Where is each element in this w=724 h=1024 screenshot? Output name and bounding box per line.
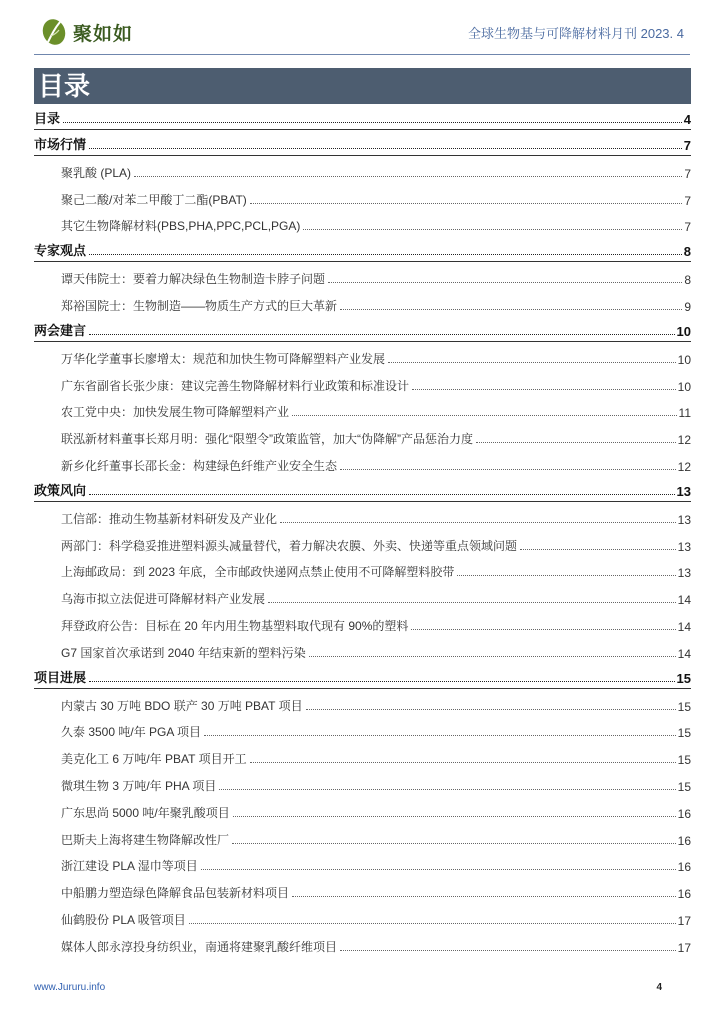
dot-leader [89,148,682,149]
toc-section-row[interactable] [34,663,691,689]
toc-page-number: 15 [677,726,691,741]
toc-item-row[interactable] [34,930,691,957]
toc-entry-label: 广东思尚 5000 吨/年聚乳酸项目 [61,805,230,820]
dot-leader [306,709,676,710]
toc-entry-label: 目录 [34,111,61,126]
toc-page-number: 12 [677,459,691,474]
footer-url[interactable]: www.Jururu.info [34,982,106,993]
dot-leader [268,602,676,603]
toc-page-number: 14 [677,646,691,661]
toc-page-number: 7 [684,166,691,181]
toc-page-number: 13 [677,566,691,581]
toc-item-row[interactable] [34,582,691,609]
toc-item-row[interactable] [34,449,691,476]
dot-leader [309,656,676,657]
toc-page-number: 16 [677,887,691,902]
dot-leader [250,762,676,763]
dot-leader [292,896,676,897]
dot-leader [233,816,676,817]
toc-page-number: 16 [677,833,691,848]
leaf-logo-icon [40,18,68,46]
toc-entry-label: 拜登政府公告：目标在 20 年内用生物基塑料取代现有 90%的塑料 [61,618,409,633]
dot-leader [134,176,682,177]
toc-page-number: 11 [678,406,691,421]
toc-entry-label: 市场行情 [34,137,87,152]
toc-page-number: 14 [677,619,691,634]
toc-item-row[interactable] [34,156,691,183]
table-of-contents [34,104,691,957]
toc-entry-label: 微琪生物 3 万吨/年 PHA 项目 [61,778,217,793]
toc-section-row[interactable] [34,104,691,130]
toc-entry-label: 万华化学董事长廖增太：规范和加快生物可降解塑料产业发展 [61,351,386,366]
toc-page-number: 10 [676,323,691,339]
toc-entry-label: 聚己二酸/对苯二甲酸丁二酯(PBAT) [61,192,247,207]
toc-page-number: 7 [684,220,691,235]
toc-page-number: 13 [677,512,691,527]
toc-page-number: 17 [677,940,691,955]
toc-item-row[interactable] [34,556,691,583]
toc-page-number: 10 [677,352,691,367]
dot-leader [292,415,677,416]
dot-leader [412,389,676,390]
dot-leader [89,334,675,335]
toc-entry-label: 其它生物降解材料(PBS,PHA,PPC,PCL,PGA) [61,219,301,234]
toc-item-row[interactable] [34,609,691,636]
toc-item-row[interactable] [34,369,691,396]
toc-entry-label: 上海邮政局：到 2023 年底，全市邮政快递网点禁止使用不可降解塑料胶带 [61,565,455,580]
toc-item-row[interactable] [34,422,691,449]
toc-item-row[interactable] [34,183,691,210]
toc-item-row[interactable] [34,823,691,850]
toc-section-row[interactable] [34,476,691,502]
toc-page-number: 10 [677,379,691,394]
toc-entry-label: 中船鹏力塑造绿色降解食品包装新材料项目 [61,886,290,901]
dot-leader [303,229,682,230]
toc-item-row[interactable] [34,289,691,316]
toc-item-row[interactable] [34,876,691,903]
dot-leader [201,869,676,870]
toc-entry-label: 项目进展 [34,669,87,685]
toc-entry-label: G7 国家首次承诺到 2040 年结束新的塑料污染 [61,645,306,660]
dot-leader [328,282,682,283]
toc-entry-label: 工信部：推动生物基新材料研发及产业化 [61,511,278,526]
toc-entry-label: 广东省副省长张少康：建议完善生物降解材料行业政策和标准设计 [61,378,410,393]
dot-leader [520,549,676,550]
toc-entry-label: 联泓新材料董事长郑月明：强化“限塑令”政策监管，加大“伪降解”产品惩治力度 [61,432,473,447]
dot-leader [340,309,682,310]
toc-section-row[interactable] [34,236,691,262]
dot-leader [411,629,675,630]
toc-page-number: 16 [677,806,691,821]
toc-page-number: 9 [684,299,691,314]
toc-entry-label: 郑裕国院士：生物制造——物质生产方式的巨大革新 [61,298,338,313]
dot-leader [340,950,676,951]
toc-entry-label: 专家观点 [34,243,87,259]
dot-leader [457,575,675,576]
toc-page-number: 4 [683,112,691,127]
toc-page-number: 15 [677,753,691,768]
dot-leader [189,923,676,924]
toc-entry-label: 新乡化纤董事长邵长金：构建绿色纤维产业安全生态 [61,458,338,473]
dot-leader [219,789,675,790]
toc-item-row[interactable] [34,796,691,823]
toc-entry-label: 聚乳酸 (PLA) [61,165,132,180]
toc-item-row[interactable] [34,636,691,663]
toc-page-number: 7 [684,193,691,208]
toc-page-number: 16 [677,860,691,875]
toc-page-number: 15 [677,699,691,714]
toc-entry-label: 美克化工 6 万吨/年 PBAT 项目开工 [61,752,247,767]
toc-page-number: 7 [683,138,691,153]
dot-leader [204,735,676,736]
dot-leader [89,494,675,495]
toc-entry-label: 浙江建设 PLA 湿巾等项目 [61,859,198,874]
toc-page-number: 15 [677,779,691,794]
dot-leader [89,681,675,682]
dot-leader [63,122,682,123]
toc-item-row[interactable] [34,769,691,796]
toc-entry-label: 巴斯夫上海将建生物降解改性厂 [61,832,230,847]
toc-entry-label: 农工党中央：加快发展生物可降解塑料产业 [61,405,290,420]
toc-entry-label: 两会建言 [34,322,87,338]
header-divider [34,54,690,55]
toc-page-number: 15 [676,670,691,686]
dot-leader [89,254,682,255]
toc-entry-label: 媒体人郎永淳投身纺织业，南通将建聚乳酸纤维项目 [61,939,338,954]
logo [40,18,133,46]
toc-item-row[interactable] [34,850,691,877]
toc-entry-label: 乌海市拟立法促进可降解材料产业发展 [61,592,266,607]
toc-entry-label: 两部门：科学稳妥推进塑料源头减量替代，着力解决农膜、外卖、快递等重点领域问题 [61,538,518,553]
toc-page-number: 14 [677,593,691,608]
toc-item-row[interactable] [34,529,691,556]
toc-entry-label: 内蒙古 30 万吨 BDO 联产 30 万吨 PBAT 项目 [61,698,303,713]
dot-leader [476,442,676,443]
dot-leader [280,522,676,523]
toc-entry-label: 久泰 3500 吨/年 PGA 项目 [61,725,202,740]
dot-leader [340,469,676,470]
dot-leader [250,203,683,204]
toc-section-row[interactable] [34,316,691,342]
dot-leader [388,362,676,363]
toc-item-row[interactable] [34,342,691,369]
toc-section-row[interactable] [34,130,691,156]
logo-text: 聚如如 [73,23,134,45]
toc-item-row[interactable] [34,689,691,716]
toc-page-number: 13 [677,539,691,554]
toc-entry-label: 仙鹤股份 PLA 吸管项目 [61,912,186,927]
toc-item-row[interactable] [34,742,691,769]
publication-title: 全球生物基与可降解材料月刊 2023. 4 [468,26,684,41]
toc-entry-label: 政策风向 [34,482,87,498]
toc-item-row[interactable] [34,903,691,930]
toc-item-row[interactable] [34,396,691,423]
dot-leader [232,843,676,844]
toc-page-number: 17 [677,913,691,928]
toc-item-row[interactable] [34,716,691,743]
toc-page-number: 13 [676,483,691,499]
page-header [0,0,724,62]
toc-page-number: 8 [684,273,691,288]
toc-item-row[interactable] [34,262,691,289]
toc-page-number: 8 [683,244,691,260]
page-title: 目录 [34,68,691,104]
toc-item-row[interactable] [34,502,691,529]
toc-entry-label: 谭天伟院士：要着力解决绿色生物制造卡脖子问题 [61,272,326,287]
toc-item-row[interactable] [34,210,691,237]
toc-page-number: 12 [677,433,691,448]
footer-page-number: 4 [656,982,662,993]
